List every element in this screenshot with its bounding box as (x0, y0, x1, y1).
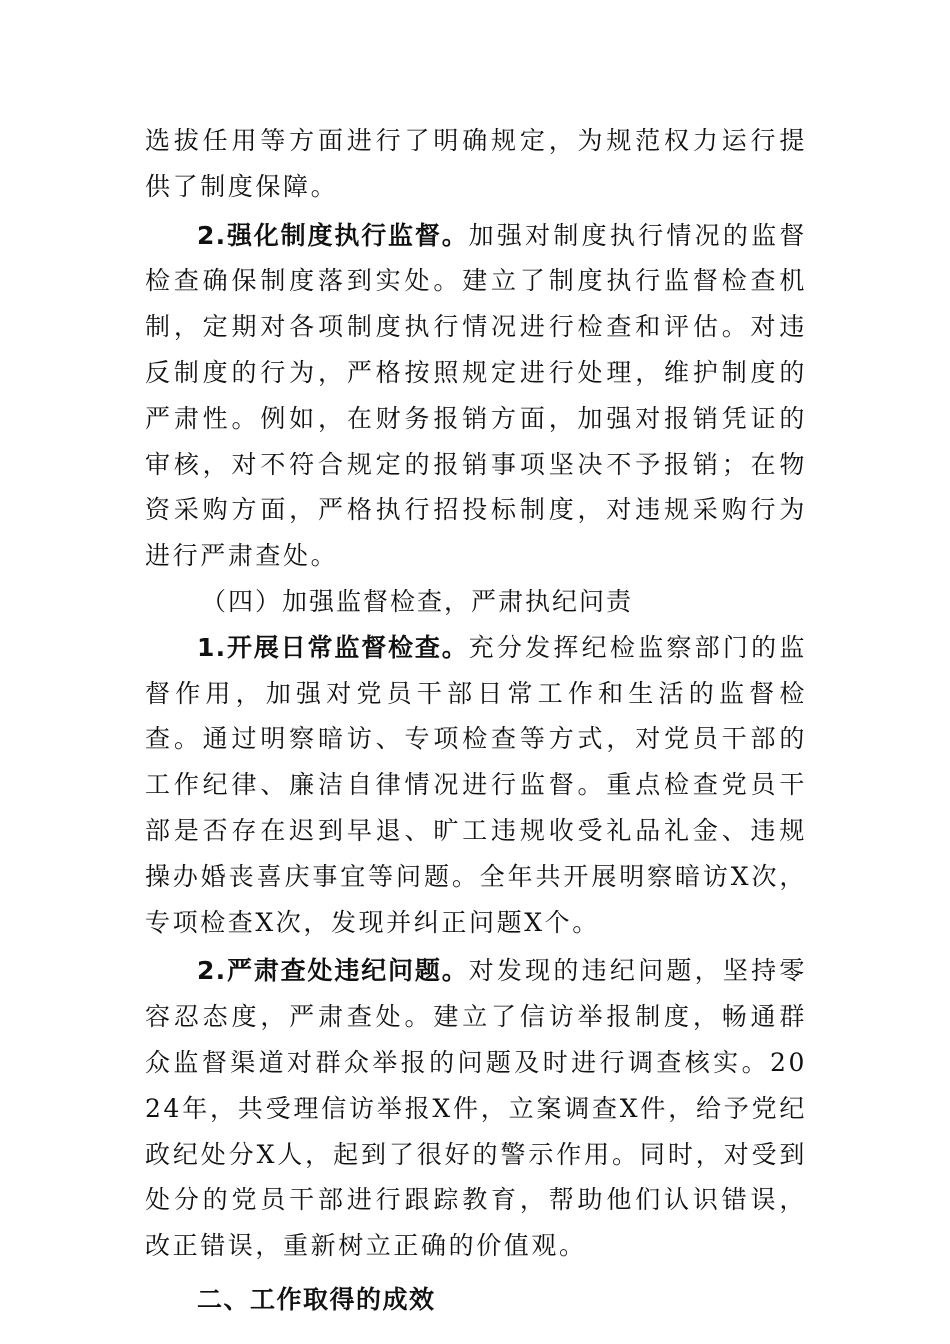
paragraph-text: 加强对制度执行情况的监督检查确保制度落到实处。建立了制度执行监督检查机制，定期对各项制度执行情况进行检查和评估。对违反制度的行为，严格按照规定进行处理，维护制度的严肃性。例如，在财务报销方面，加强对报销凭证的审核，对不符合规定的报销事项坚决不予报销；在物资采购方面，严格执行招投标制度，对违规采购行为进行严肃查处。 (145, 220, 808, 571)
subsection-heading: （四）加强监督检查，严肃执纪问责 (201, 586, 634, 616)
paragraph-daily-inspection (145, 625, 807, 946)
paragraph-text: 选拔任用等方面进行了明确规定，为规范权力运行提供了制度保障。 (145, 126, 807, 201)
paragraph-text: 对发现的违纪问题，坚持零容忍态度，严肃查处。建立了信访举报制度，畅通群众监督渠道对群众举报的问题及时进行调查核实。2024年，共受理信访举报X件，立案调查X件，给予党纪政纪处分X人，起到了很好的警示作用。同时，对受到处分的党员干部进行跟踪教育，帮助他们认识错误，改正错误，重新树立正确的价值观。 (145, 956, 808, 1261)
paragraph-text: 充分发挥纪检监察部门的监督作用，加强对党员干部日常工作和生活的监督检查。通过明察暗访、专项检查等方式，对党员干部的工作纪律、廉洁自律情况进行监督。重点检查党员干部是否存在迟到早退、旷工违规收受礼品礼金、违规操办婚丧喜庆事宜等问题。全年共开展明察暗访X次，专项检查X次，发现并纠正问题X个。 (145, 632, 808, 937)
section-heading: 二、工作取得的成效 (197, 1284, 436, 1314)
document-body (145, 118, 807, 1323)
paragraph-lead: 2.强化制度执行监督。 (197, 220, 469, 250)
paragraph-discipline-violations (145, 948, 807, 1269)
paragraph-lead: 2.严肃查处违纪问题。 (197, 956, 469, 986)
paragraph-continuation (145, 118, 807, 210)
paragraph-lead: 1.开展日常监督检查。 (197, 632, 469, 662)
paragraph-system-supervision (145, 213, 807, 579)
